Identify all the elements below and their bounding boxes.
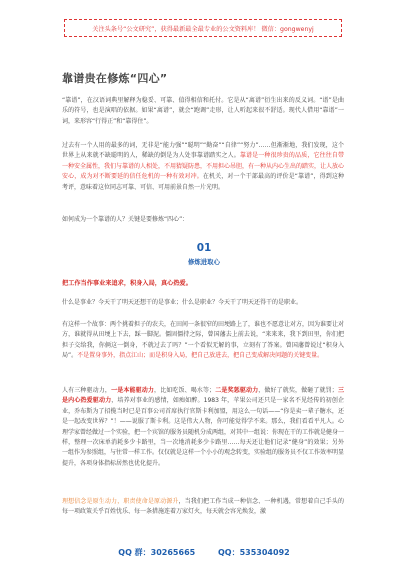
drivers-text-a: 人有三种驱动力， (62, 387, 112, 394)
article-title: 靠谱贵在修炼“四心” (62, 72, 168, 85)
footer-qq: QQ：535304092 (218, 548, 290, 557)
footer-contacts (0, 547, 408, 558)
driver-one: 一是本能驱动力 (111, 387, 154, 394)
drivers-text-e: ，培养对事业的感情，如痴如醉。1983 年，苹果公司还只是一家名不见经传的初创企业，乔布斯为了招揽当时已是百事公司首席执行官斯卡利加盟，用这么一句话——“你是卖一辈子糖水，还是一起改变世界？”！——说服了斯卡利。这是伟大人物，你可能觉得学不来。那么，我们看看平凡人。心理学家曾经做过一个实验，把一个宾馆的服务员随机分成两组，对其中一组说：你现在干的工作就是健身一样，整理一次床单消耗多少卡路里，当一次地消耗多少卡路里……每天还让他们记录“健身”的效果；另外一组作为参照组，与往常一样工作。仅仅就是这样一个小小的观念转变，实验组的服务员不仅工作效率明显提升，各项身体指标居然也优化提升。 (62, 397, 345, 467)
drivers-text-d: ，做好了就奖，做砸了就罚； (258, 387, 338, 394)
driver-two: 二是奖惩驱动力 (215, 387, 259, 394)
paragraph-career-question: 什么是事业？今天干了明天还想干的是事业；什么是职业？今天干了明天还得干的是职业。 (62, 299, 303, 306)
paragraph-question: 如何成为一个靠谱的人？关键是要修炼“四心”： (62, 216, 189, 223)
paragraph-second (62, 141, 344, 193)
story-highlight: 不是置身事外，指点江山；而是积身入局，把自己放进去，把自己变成解决问题的关键变量。 (77, 352, 324, 360)
ideals-text: ，当我们把工作当成一种信念、一种机遇，常想着自己手头的每一项政策关乎百姓忧乐、每一条措施连着万家灯火，每天就会容光焕发，激 (62, 498, 344, 516)
driver-three: 三是内心热爱驱动力 (62, 387, 344, 405)
paragraph-ideals (62, 497, 344, 518)
story-text: 有这样一个故事：两个挑着担子的农夫，在田间一条很窄的田埂路上了，谁也不愿意让对方，因为谁要让对方，谁就得从田埂上下去，踩一脚泥。僵固僵持之际，曾国藩去上前去说，“来来来，我下到田里，你们把担子交给我，你俩这一倒身，不就过去了吗？”一个看似无解的事，立刻有了答案。曾国藩曾说过“积身入局”。 (62, 321, 345, 360)
section-subtitle: 修炼进取心 (188, 258, 220, 266)
promo-banner[interactable] (64, 19, 342, 37)
footer-qq-group: QQ 群：30265665 (118, 548, 196, 557)
promo-banner-text: 关注头条号“公文研究”，获得最新最全最专业的公文资料库！ 微信：gongwenyj (92, 25, 314, 33)
paragraph-second-text-2: 在机关，对一个干部最高的评价是“靠谱”，得到这种考评，意味着这位同志可靠、可信、可用前景自然一片光明。 (62, 173, 344, 191)
section-number: 01 (196, 242, 212, 254)
section-heading: 把工作当作事业来追求，积身入局，真心热爱。 (62, 280, 192, 287)
paragraph-second-text: 过去有一个人用的最多的词，无非是“能力强”“聪明”“勤奋”“自律”“努力”……但渐渐地，我们发现，这个世界上从来就不缺聪明的人，稀缺的倒是为人处事靠谱踏实之人。 (62, 142, 344, 160)
paragraph-second-highlight: 靠谱是一种很珍贵的品质，它往往自带一种安全属性，我们与靠谱的人相处，不用猜疑防患，不用担心吊胆，有一种从内心生出的踏实，让人放心安心，成为对不断要延的信任危机的一种有效对冲。 (62, 152, 345, 181)
drivers-text-c: ，比如吃饭、喝水等； (153, 387, 216, 394)
paragraph-story (62, 320, 344, 362)
ideals-highlight: 理想信念是原生动力，职责使命是原动源升 (62, 498, 179, 505)
paragraph-drivers (62, 386, 344, 469)
paragraph-intro: “靠谱”，在汉语词典里解释为稳妥、可靠、值得相信和托付。它是从“离谱”衍生出来的反义词。“谱”是曲乐的符号，也是演唱的依据。如果“离谱”，就会“跑调”走形，让人听起来很不舒适。现代人借用“靠谱”一词，来形容“行得正”和“靠得住”。 (62, 97, 344, 125)
